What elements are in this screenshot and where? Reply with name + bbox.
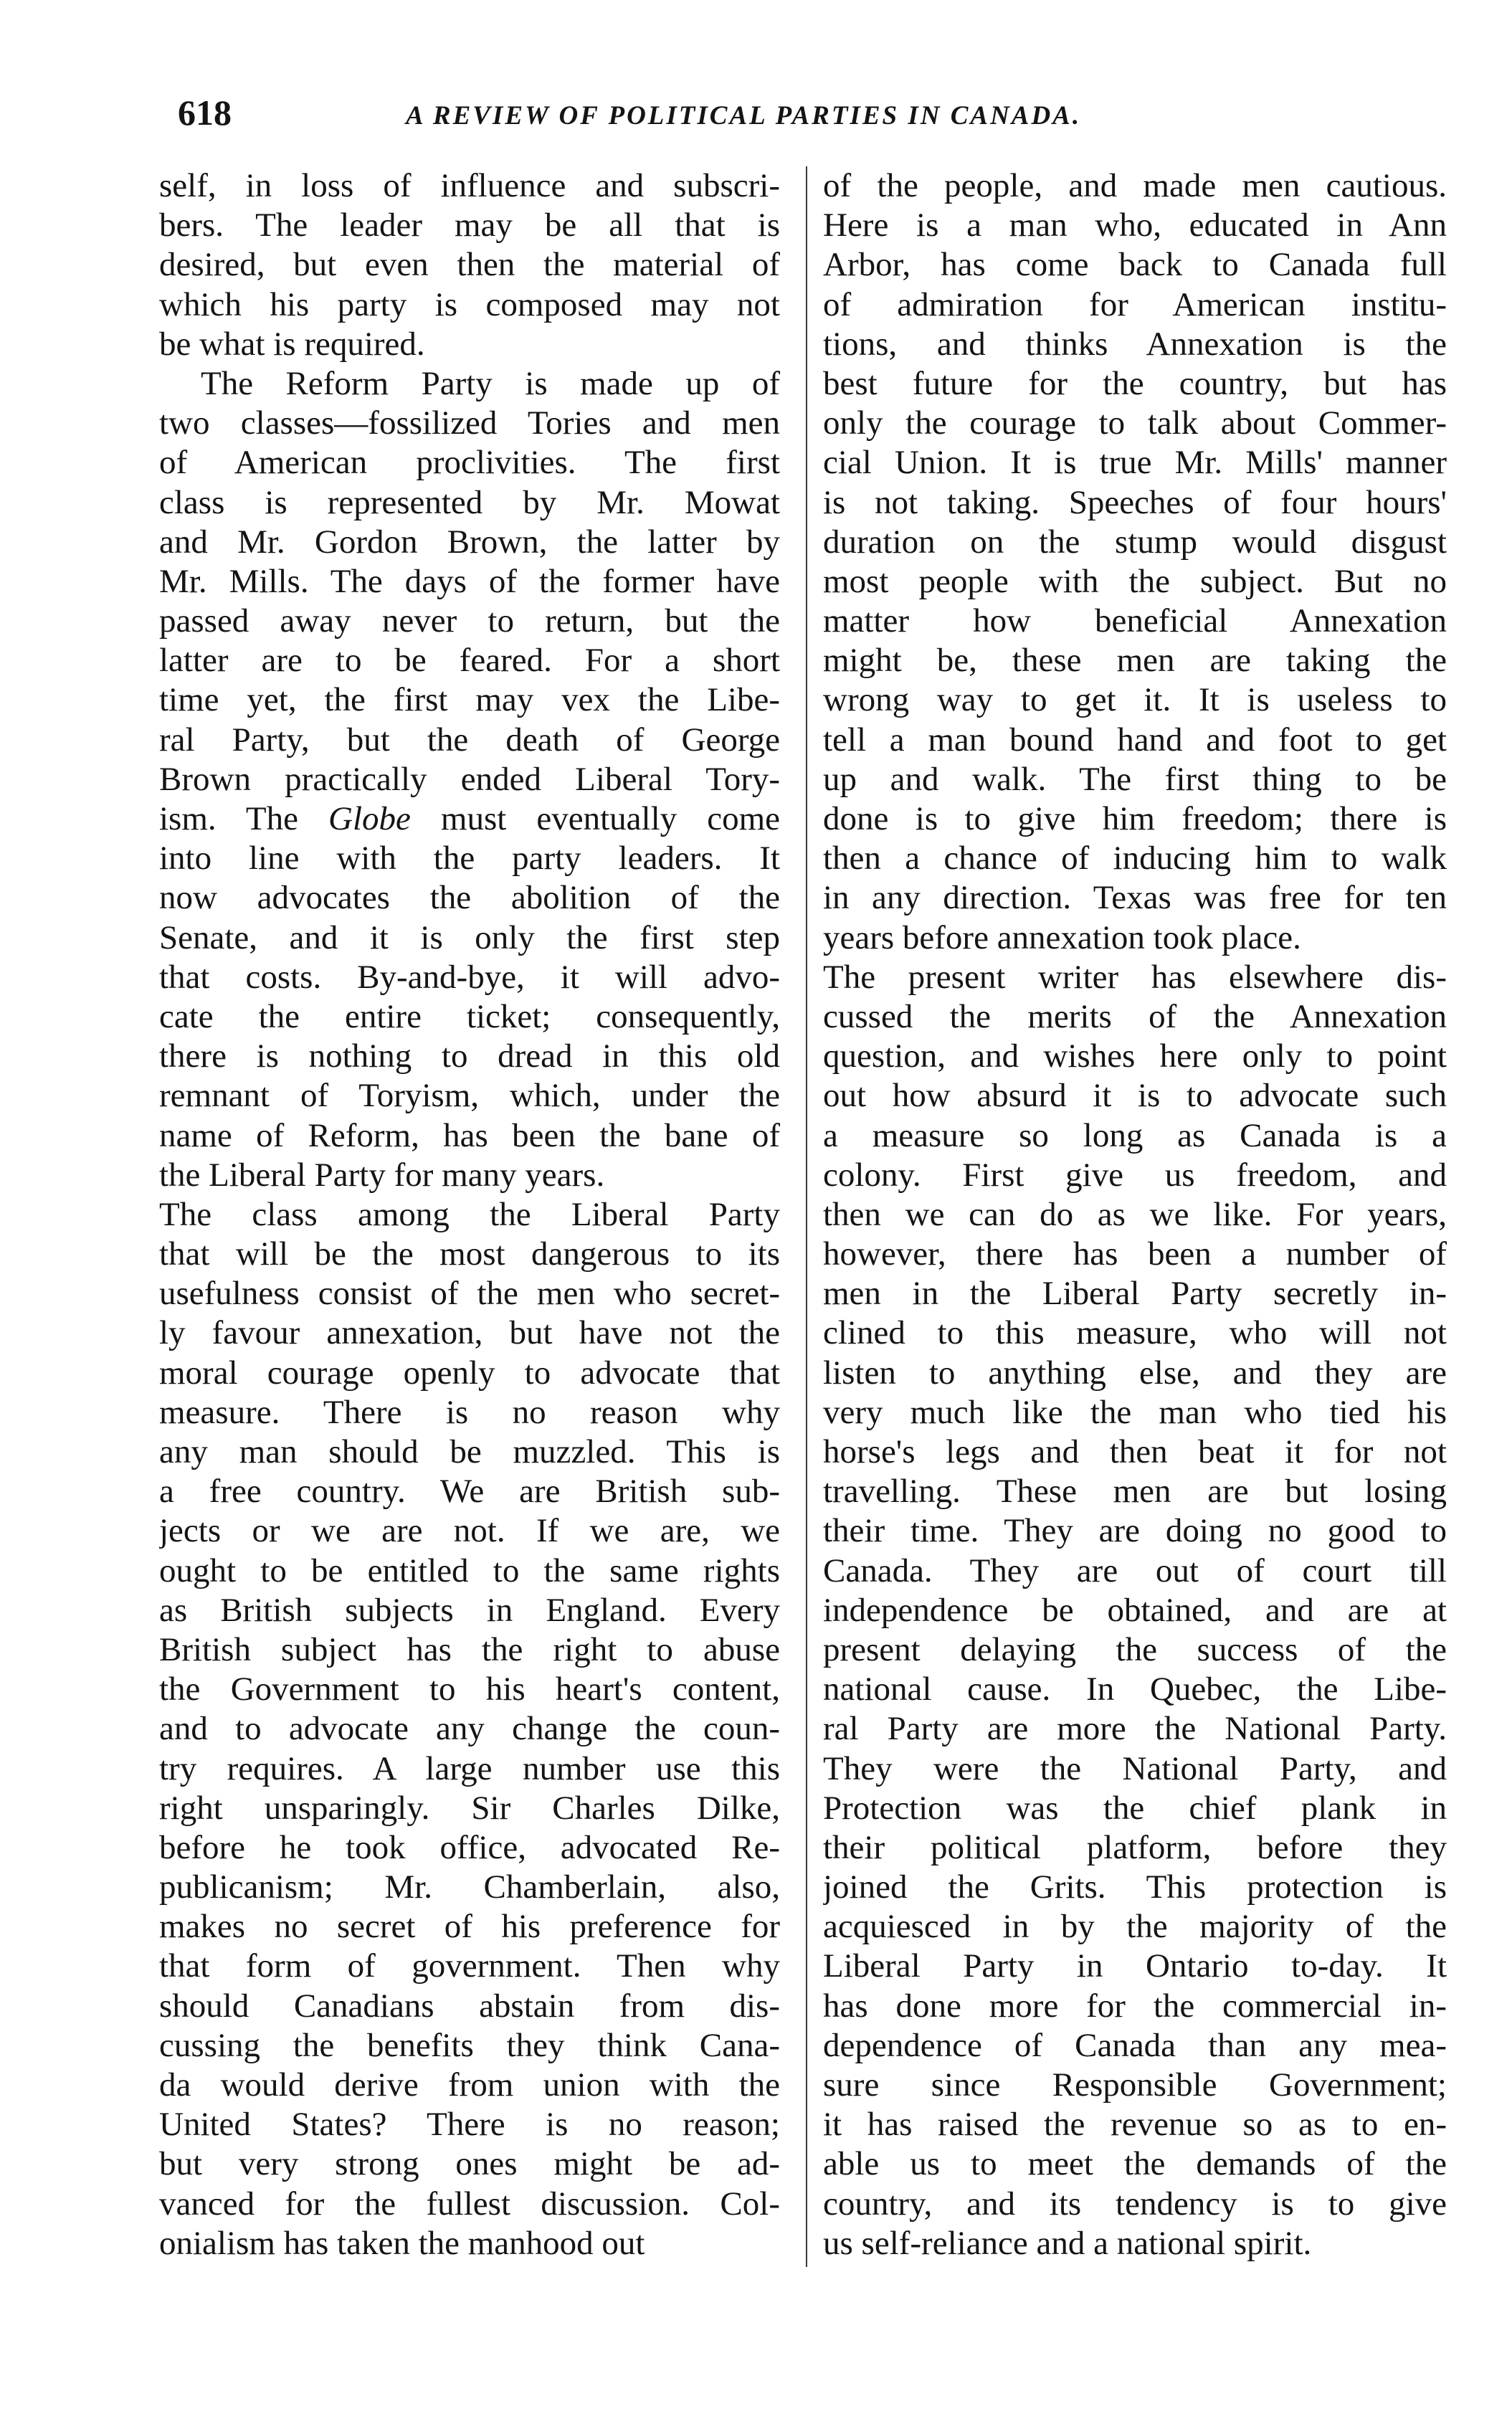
text-line: should Canadians abstain from dis- xyxy=(159,1987,780,2025)
text-line: United States? There is no reason; xyxy=(159,2106,780,2144)
right-column xyxy=(823,166,1447,2263)
text-line: acquiesced in by the majority of the xyxy=(823,1908,1447,1946)
text-line: best future for the country, but has xyxy=(823,364,1447,402)
text-line: try requires. A large number use this xyxy=(159,1749,780,1787)
text-line: Senate, and it is only the first step xyxy=(159,918,780,956)
text-line: and Mr. Gordon Brown, the latter by xyxy=(159,523,780,561)
text-line: tions, and thinks Annexation is the xyxy=(823,325,1447,363)
text-line: and to advocate any change the coun- xyxy=(159,1710,780,1748)
page-number: 618 xyxy=(178,92,232,133)
text-line: measure. There is no reason why xyxy=(159,1393,780,1431)
text-line: a measure so long as Canada is a xyxy=(823,1116,1447,1154)
text-line: onialism has taken the manhood out xyxy=(159,2224,645,2262)
text-line: Protection was the chief plank in xyxy=(823,1789,1447,1827)
running-head xyxy=(178,92,1225,142)
text-line: it has raised the revenue so as to en- xyxy=(823,2106,1447,2144)
text-line: men in the Liberal Party secretly in- xyxy=(823,1275,1447,1313)
text-line: which his party is composed may not xyxy=(159,285,780,323)
text-line: that will be the most dangerous to its xyxy=(159,1235,780,1273)
text-line: independence be obtained, and are at xyxy=(823,1591,1447,1629)
text-line: their political platform, before they xyxy=(823,1828,1447,1866)
text-line: be what is required. xyxy=(159,325,425,363)
text-line: is not taking. Speeches of four hours' xyxy=(823,483,1447,521)
text-line: able us to meet the demands of the xyxy=(823,2145,1447,2183)
text-line: two classes—fossilized Tories and men xyxy=(159,404,780,442)
text-line: ral Party, but the death of George xyxy=(159,721,780,759)
text-line: The Reform Party is made up of xyxy=(201,364,780,402)
text-line: British subject has the right to abuse xyxy=(159,1630,780,1668)
text-line: most people with the subject. But no xyxy=(823,562,1447,600)
text-line: in any direction. Texas was free for ten xyxy=(823,879,1447,917)
text-line: question, and wishes here only to point xyxy=(823,1037,1447,1075)
text-line: right unsparingly. Sir Charles Dilke, xyxy=(159,1789,780,1827)
text-line: now advocates the abolition of the xyxy=(159,879,780,917)
text-line: name of Reform, has been the bane of xyxy=(159,1116,780,1154)
text-line: their time. They are doing no good to xyxy=(823,1512,1447,1550)
text-line: Liberal Party in Ontario to-day. It xyxy=(823,1947,1447,1985)
left-column xyxy=(159,166,780,2263)
text-line: but very strong ones might be ad- xyxy=(159,2145,780,2183)
column-divider xyxy=(806,166,807,2267)
text-line: that costs. By-and-bye, it will advo- xyxy=(159,958,780,996)
text-line: horse's legs and then beat it for not xyxy=(823,1433,1447,1470)
text-line: present delaying the success of the xyxy=(823,1630,1447,1668)
text-line: ly favour annexation, but have not the xyxy=(159,1314,780,1352)
text-line: dependence of Canada than any mea- xyxy=(823,2026,1447,2064)
text-line: into line with the party leaders. It xyxy=(159,840,780,878)
text-line: tell a man bound hand and foot to get xyxy=(823,721,1447,759)
text-line: very much like the man who tied his xyxy=(823,1393,1447,1431)
text-line: clined to this measure, who will not xyxy=(823,1314,1447,1352)
text-line: up and walk. The first thing to be xyxy=(823,760,1447,798)
text-line: self, in loss of influence and subscri- xyxy=(159,167,780,204)
text-line: national cause. In Quebec, the Libe- xyxy=(823,1671,1447,1708)
text-line: any man should be muzzled. This is xyxy=(159,1433,780,1470)
text-line: there is nothing to dread in this old xyxy=(159,1037,780,1075)
text-line: moral courage openly to advocate that xyxy=(159,1354,780,1392)
text-line: class is represented by Mr. Mowat xyxy=(159,483,780,521)
text-line: publicanism; Mr. Chamberlain, also, xyxy=(159,1868,780,1906)
text-line: vanced for the fullest discussion. Col- xyxy=(159,2185,780,2223)
text-line: The present writer has elsewhere dis- xyxy=(823,958,1447,996)
text-line: before he took office, advocated Re- xyxy=(159,1828,780,1866)
text-line: desired, but even then the material of xyxy=(159,246,780,284)
text-line: however, there has been a number of xyxy=(823,1235,1447,1273)
text-line: da would derive from union with the xyxy=(159,2066,780,2104)
text-line: sure since Responsible Government; xyxy=(823,2066,1447,2104)
text-line: latter are to be feared. For a short xyxy=(159,642,780,680)
text-line: passed away never to return, but the xyxy=(159,602,780,640)
text-line: Canada. They are out of court till xyxy=(823,1551,1447,1589)
text-line: then we can do as we like. For years, xyxy=(823,1195,1447,1233)
text-line: only the courage to talk about Commer- xyxy=(823,404,1447,442)
text-line: joined the Grits. This protection is xyxy=(823,1868,1447,1906)
text-line: country, and its tendency is to give xyxy=(823,2185,1447,2223)
text-line: The class among the Liberal Party xyxy=(159,1195,780,1233)
text-line: bers. The leader may be all that is xyxy=(159,206,780,244)
text-line: Arbor, has come back to Canada full xyxy=(823,246,1447,284)
text-line: makes no secret of his preference for xyxy=(159,1908,780,1946)
text-line: Mr. Mills. The days of the former have xyxy=(159,562,780,600)
text-line: jects or we are not. If we are, we xyxy=(159,1512,780,1550)
text-line: then a chance of inducing him to walk xyxy=(823,840,1447,878)
running-title: A REVIEW OF POLITICAL PARTIES IN CANADA. xyxy=(406,101,1082,130)
text-line: might be, these men are taking the xyxy=(823,642,1447,680)
text-line: duration on the stump would disgust xyxy=(823,523,1447,561)
text-line: the Liberal Party for many years. xyxy=(159,1156,605,1194)
text-line: as British subjects in England. Every xyxy=(159,1591,780,1629)
text-line: time yet, the first may vex the Libe- xyxy=(159,681,780,719)
text-line: They were the National Party, and xyxy=(823,1749,1447,1787)
text-line: cial Union. It is true Mr. Mills' manner xyxy=(823,444,1447,482)
text-line: cussed the merits of the Annexation xyxy=(823,997,1447,1035)
text-line: has done more for the commercial in- xyxy=(823,1987,1447,2025)
text-line: years before annexation took place. xyxy=(823,918,1301,956)
text-line: cussing the benefits they think Cana- xyxy=(159,2026,780,2064)
text-line: that form of government. Then why xyxy=(159,1947,780,1985)
text-line: travelling. These men are but losing xyxy=(823,1473,1447,1511)
text-line: usefulness consist of the men who secret- xyxy=(159,1275,780,1313)
text-line: Here is a man who, educated in Ann xyxy=(823,206,1447,244)
text-line: done is to give him freedom; there is xyxy=(823,800,1447,837)
text-line: a free country. We are British sub- xyxy=(159,1473,780,1511)
text-line: us self-reliance and a national spirit. xyxy=(823,2224,1312,2262)
text-line: remnant of Toryism, which, under the xyxy=(159,1077,780,1115)
text-line: the Government to his heart's content, xyxy=(159,1671,780,1708)
text-line: out how absurd it is to advocate such xyxy=(823,1077,1447,1115)
text-line: of admiration for American institu- xyxy=(823,285,1447,323)
text-line: cate the entire ticket; consequently, xyxy=(159,997,780,1035)
text-line: ral Party are more the National Party. xyxy=(823,1710,1447,1748)
text-line: of the people, and made men cautious. xyxy=(823,167,1447,204)
text-line: of American proclivities. The first xyxy=(159,444,780,482)
text-line: Brown practically ended Liberal Tory- xyxy=(159,760,780,798)
text-line: matter how beneficial Annexation xyxy=(823,602,1447,640)
text-line: wrong way to get it. It is useless to xyxy=(823,681,1447,719)
text-line: ism. The Globe must eventually come xyxy=(159,800,780,837)
text-line: colony. First give us freedom, and xyxy=(823,1156,1447,1194)
text-line: ought to be entitled to the same rights xyxy=(159,1551,780,1589)
text-line: listen to anything else, and they are xyxy=(823,1354,1447,1392)
